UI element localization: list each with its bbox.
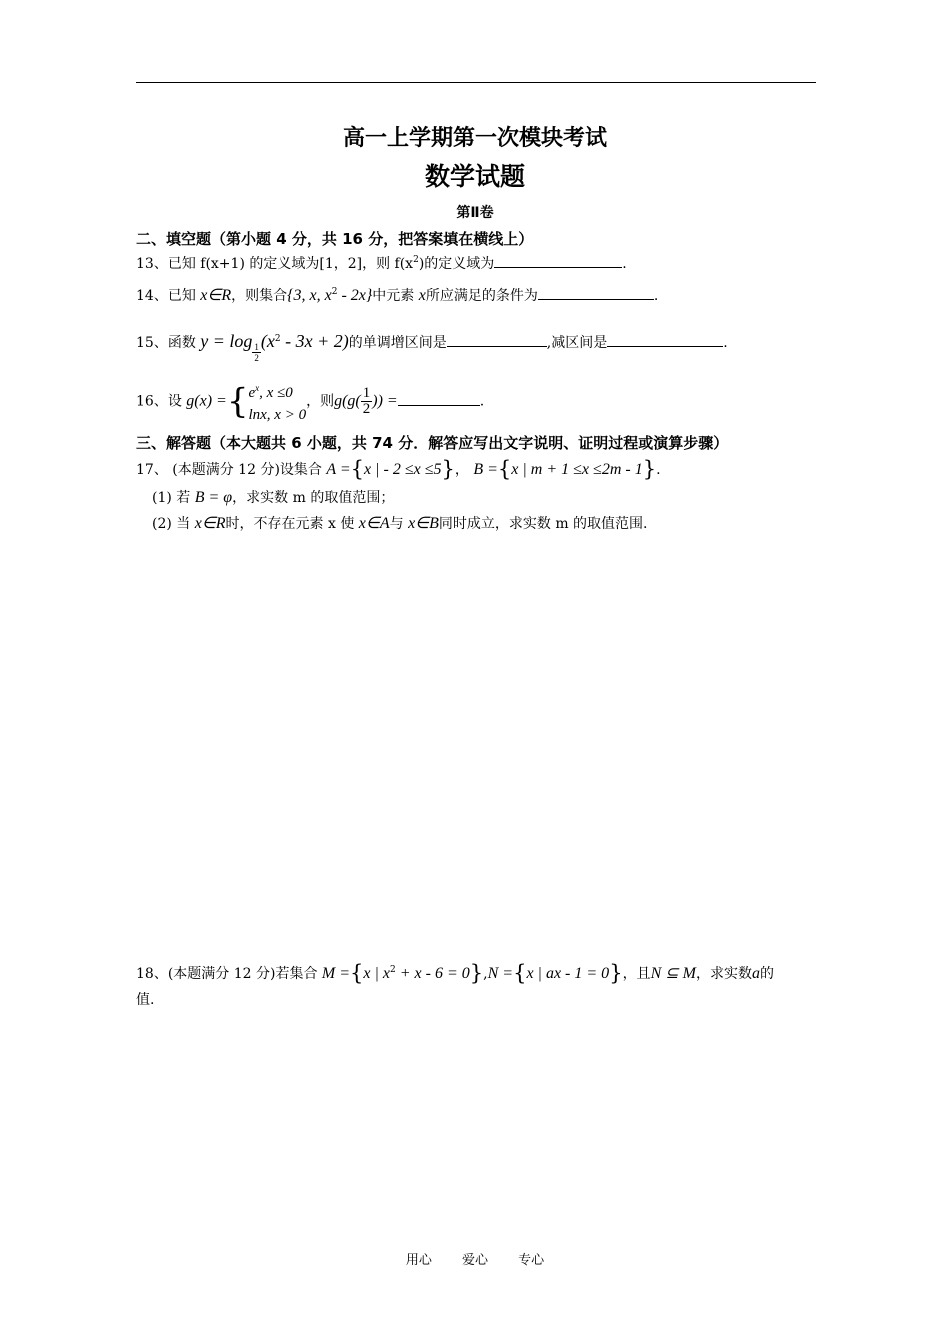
piecewise-brace: { — [226, 381, 249, 422]
question-15: 15、函数 y = log $\frac{1}{2}$ $(x^2 - 3x + 2)$的单调增区间是 ,减区间是 . — [136, 331, 728, 363]
log-base-fraction: $\frac{1}{2}$ — [254, 342, 259, 363]
answer-blank-16[interactable] — [398, 391, 480, 406]
header-rule — [136, 82, 816, 83]
exam-subtitle: 数学试题 — [424, 162, 525, 191]
answer-blank-15-decreasing[interactable] — [607, 332, 723, 347]
question-17-part-2: (2) 当 x∈R时，不存在元素 x 使 x∈A与 x∈B同时成立，求实数 m 的取值范围. — [152, 515, 648, 532]
page-footer: 用心 爱心 专心 — [405, 1253, 545, 1268]
question-13: 13、已知 f(x+1) 的定义域为[1，2]，则 $f(x^2)$的定义域为 . — [136, 255, 627, 272]
fraction-one-half: $\frac{1}{2}$ — [362, 385, 371, 417]
section-solution-heading: 三、解答题（本大题共 6 小题，共 74 分．解答应写出文字说明、证明过程或演算步骤） — [136, 434, 729, 452]
answer-blank-13[interactable] — [494, 253, 622, 268]
question-16: 16、设 $g(x) =\{e^x$, x ≤0 lnx, x > 0，则g(g( $\frac{1}{2}$ )) = . — [136, 377, 484, 426]
answer-blank-14[interactable] — [538, 285, 654, 300]
volume-label: 第Ⅱ卷 — [456, 205, 494, 221]
answer-blank-15-increasing[interactable] — [447, 332, 547, 347]
piecewise-cases: $e^x$, x ≤0 lnx, x > 0 — [248, 383, 307, 423]
question-18: 18、(本题满分 12 分)若集合 M ={x | $x^2 + x - 6 = 0\},N =\{x$ | ax - 1 = 0}，且N ⊆ M，求实数a的 — [136, 961, 774, 985]
question-14: 14、已知 x∈R，则集合{3, x, $x^2 - 2x$}中元素 x所应满足的条件为 . — [136, 287, 659, 304]
question-17: 17、 (本题满分 12 分)设集合 A ={x | - 2 ≤x ≤5}， B ={x | m + 1 ≤x ≤2m - 1}. — [136, 457, 661, 481]
section-fill-in-heading: 二、填空题（第小题 4 分，共 16 分，把答案填在横线上） — [136, 230, 534, 248]
exam-title: 高一上学期第一次模块考试 — [342, 126, 607, 151]
question-17-part-1: (1) 若 B = φ，求实数 m 的取值范围； — [152, 489, 395, 506]
question-18-line-2: 值. — [136, 992, 155, 1008]
